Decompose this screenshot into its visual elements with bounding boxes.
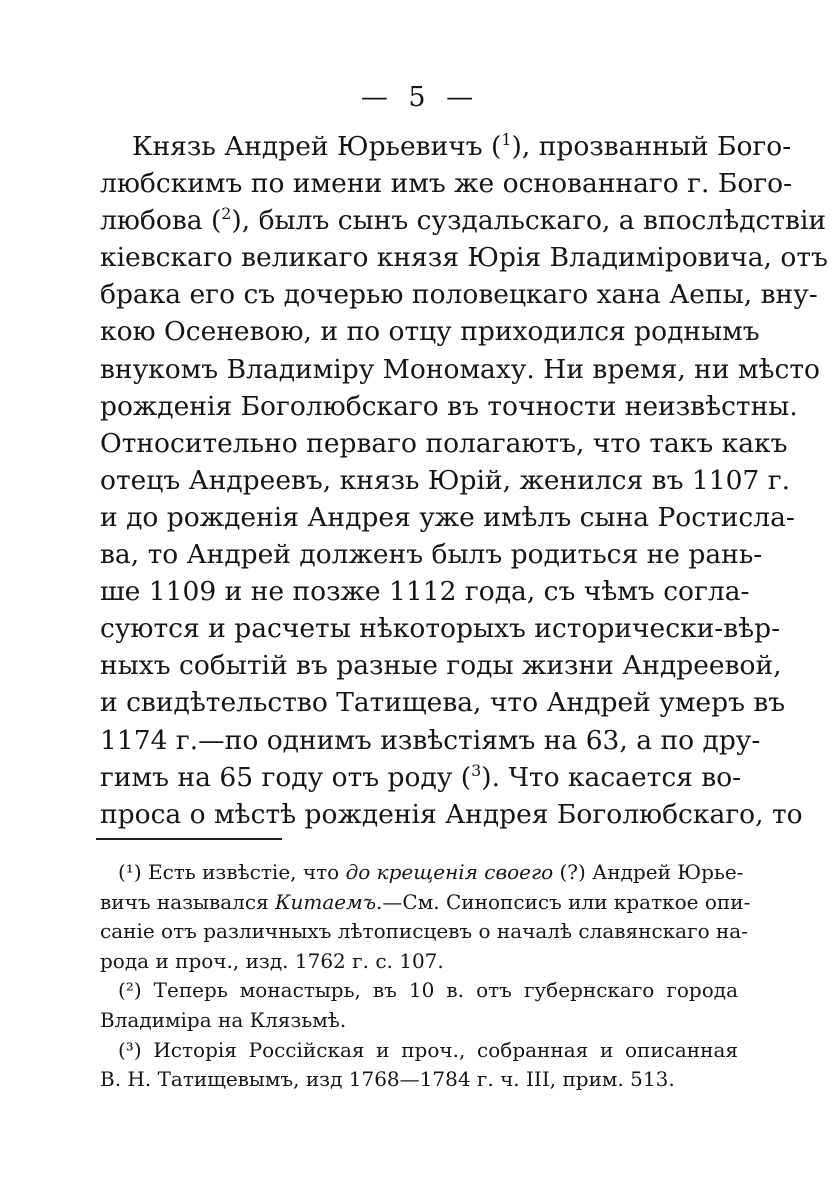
text-line: гимъ на 65 году отъ роду ($^3$). Что касается во- (100, 760, 742, 793)
page-number: — 5 — (360, 82, 480, 113)
footnote-2-line: Владиміра на Клязьмѣ. (100, 1007, 347, 1032)
text-line: Относительно перваго полагаютъ, что такъ какъ (100, 427, 788, 459)
text-line: брака его съ дочерью половецкаго хана Аепы, вну- (100, 279, 818, 311)
footnote-marker-3: (³) (118, 1037, 142, 1062)
text-line: любскимъ по имени имъ же основаннаго г. Бого- (100, 168, 793, 200)
footnote-3: (³) Исторія Россійская и проч., собранная и описанная (118, 1037, 739, 1062)
text-line: и до рожденія Андрея уже имѣлъ сына Ростисла- (100, 501, 795, 533)
text-line: кіевскаго великаго князя Юрія Владиміровича, отъ (100, 242, 828, 274)
text-line: отецъ Андреевъ, князь Юрій, женился въ 1107 г. (100, 464, 791, 496)
text-line: проса о мѣстѣ рожденія Андрея Боголюбскаго, то (100, 798, 803, 830)
text-line: любова ($^2$), былъ сынъ суздальскаго, а впослѣдствіи (100, 204, 827, 237)
footnote-1-line: рода и проч., изд. 1762 г. с. 107. (100, 948, 444, 973)
footnote-ref-1[interactable]: 1 (501, 130, 512, 150)
text-line: ва, то Андрей долженъ былъ родиться не рань- (100, 539, 763, 571)
footnote-ref-2[interactable]: 2 (221, 204, 232, 224)
text-line: ше 1109 и не позже 1112 года, съ чѣмъ согла- (100, 576, 750, 608)
footnote-marker-2: (²) (118, 978, 142, 1003)
text-line: Князь Андрей Юрьевичъ ($^1$), прозванный Бого- (132, 130, 792, 162)
main-text (100, 128, 828, 833)
text-line: и свидѣтельство Татищева, что Андрей умеръ въ (100, 687, 786, 719)
text-line: суются и расчеты нѣкоторыхъ исторически-вѣр- (100, 613, 781, 645)
text-line: кою Осеневою, и по отцу приходился роднымъ (100, 316, 760, 348)
footnote-2: (²) Теперь монастырь, въ 10 в. отъ губернскаго города (118, 978, 738, 1003)
text-line: рожденія Боголюбскаго въ точности неизвѣстны. (100, 390, 798, 422)
footnote-1-line: вичъ назывался Китаемъ.—См. Синопсисъ или краткое опи- (100, 889, 751, 914)
text-line: внукомъ Владиміру Мономаху. Ни время, ни мѣсто (100, 353, 820, 385)
text-line: 1174 г.—по однимъ извѣстіямъ на 63, а по дру- (100, 724, 761, 756)
footnote-ref-3[interactable]: 3 (471, 760, 482, 780)
footnote-divider (96, 838, 282, 840)
footnote-1-line: саніе отъ различныхъ лѣтописцевъ о началѣ славянскаго на- (100, 919, 748, 944)
footnote-marker-1: (¹) (118, 860, 142, 884)
footnote-3-line: В. Н. Татищевымъ, изд 1768—1784 г. ч. III, прим. 513. (100, 1067, 675, 1092)
text-line: ныхъ событій въ разные годы жизни Андреевой, (100, 650, 782, 682)
footnote-1: (¹) Есть извѣстіе, что до крещенія своего (?) Андрей Юрье- (118, 860, 744, 884)
footnotes (100, 858, 751, 1095)
